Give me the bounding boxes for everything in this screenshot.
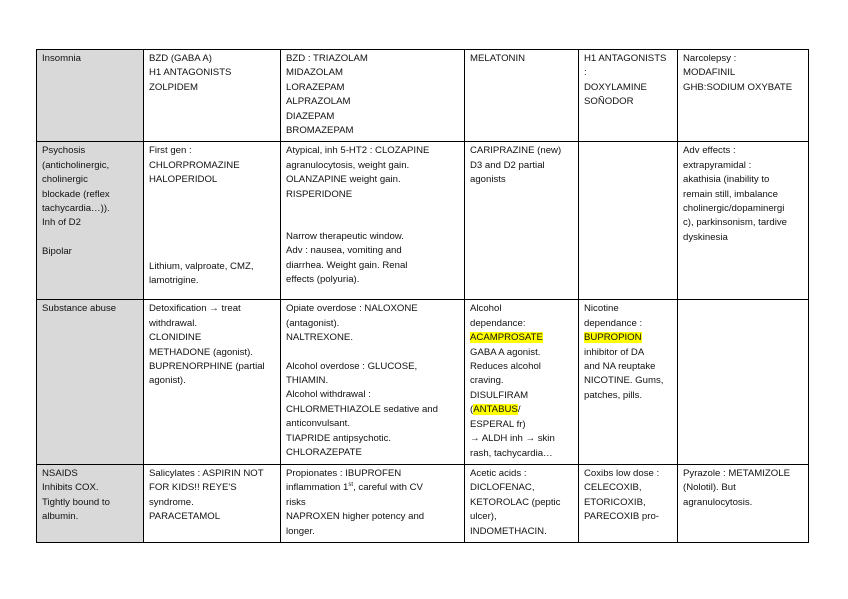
cell-text: BZD (GABA A) H1 ANTAGONISTS ZOLPIDEM <box>149 53 232 93</box>
cell-text: Atypical, inh 5-HT2 : CLOZAPINE agranulocytosis, weight gain. OLANZAPINE weight gain. RISPERIDONE <box>286 145 430 200</box>
table-row-nsaids <box>37 464 809 542</box>
cell-text: First gen : CHLORPROMAZINE HALOPERIDOL <box>149 145 240 186</box>
cell-text: Insomnia <box>42 53 81 64</box>
cell-text: H1 ANTAGONISTS : DOXYLAMINE SOÑODOR <box>584 53 667 108</box>
cell-text: GABA A agonist. Reduces alcohol craving. DISULFIRAM ( <box>470 346 541 416</box>
cell-text: Detoxification → treat withdrawal. CLONIDINE METHADONE (agonist). BUPRENORPHINE (partial agonist). <box>149 303 265 387</box>
row-header-substance-abuse <box>37 300 144 464</box>
table-cell <box>465 300 579 464</box>
table-cell <box>144 300 281 464</box>
cell-text: BZD : TRIAZOLAM MIDAZOLAM LORAZEPAM ALPRAZOLAM DIAZEPAM BROMAZEPAM <box>286 53 368 137</box>
cell-text: CARIPRAZINE (new) D3 and D2 partial agonists <box>470 145 562 186</box>
cell-text: Substance abuse <box>42 303 117 315</box>
cell-text: Acetic acids : DICLOFENAC, KETOROLAC (peptic ulcer), INDOMETHACIN. <box>470 467 561 537</box>
row-header-insomnia <box>37 50 144 142</box>
highlight-acamprosate: ACAMPROSATE <box>470 332 543 344</box>
table-cell <box>465 142 579 300</box>
table-cell <box>281 464 465 542</box>
row-header-psychosis <box>37 142 144 300</box>
table-cell <box>678 142 809 300</box>
cell-text: NSAIDS Inhibits COX. Tightly bound to albumin. <box>42 467 110 523</box>
row-header-nsaids <box>37 464 144 542</box>
highlight-antabus: ANTABUS <box>473 404 518 416</box>
cell-text: Pyrazole : METAMIZOLE (Nolotil). But agranulocytosis. <box>683 467 790 508</box>
table-cell <box>579 464 678 542</box>
cell-text: Alcohol overdose : GLUCOSE, THIAMIN. Alcohol withdrawal : CHLORMETHIAZOLE sedative and anticonvulsant. TIAPRIDE antipsychotic. CHLORAZEPATE <box>286 360 438 459</box>
cell-text: Opiate overdose : NALOXONE (antagonist). NALTREXONE. <box>286 303 418 344</box>
table-row-psychosis <box>37 142 809 300</box>
table-cell <box>281 50 465 142</box>
table-cell <box>281 142 465 300</box>
cell-text: Narcolepsy : MODAFINIL GHB:SODIUM OXYBATE <box>683 53 793 93</box>
cell-text: Nicotine dependance : <box>584 303 643 329</box>
cell-text: MELATONIN <box>470 53 526 64</box>
table-row-insomnia <box>37 50 809 142</box>
table-cell <box>579 300 678 464</box>
table-cell <box>579 50 678 142</box>
cell-text: inhibitor of DA and NA reuptake NICOTINE. Gums, patches, pills. <box>584 346 664 401</box>
cell-text: Propionates : IBUPROFEN inflammation 1 <box>286 467 402 494</box>
table-cell <box>144 464 281 542</box>
cell-text: Narrow therapeutic window. Adv : nausea, vomiting and diarrhea. Weight gain. Renal effects (polyuria). <box>286 231 408 286</box>
cell-text: Coxibs low dose : CELECOXIB, ETORICOXIB, PARECOXIB pro- <box>584 467 660 523</box>
cell-text: Adv effects : extrapyramidal : akathisia (inability to remain still, imbalance cholinergic/dopaminergi c), parkinsonism, tardive dyskinesia <box>683 145 787 243</box>
table-cell <box>678 464 809 542</box>
table-cell <box>678 300 809 464</box>
cell-text: Salicylates : ASPIRIN NOT FOR KIDS!! REYE'S syndrome. PARACETAMOL <box>149 467 264 523</box>
table-row-substance-abuse <box>37 300 809 464</box>
cell-text: / ESPERAL fr) → ALDH inh → skin rash, tachycardia… <box>470 404 555 459</box>
cell-text: , careful with CV risks NAPROXEN higher potency and longer. <box>286 482 425 537</box>
cell-text: Alcohol dependance: <box>470 303 526 329</box>
table-cell <box>678 50 809 142</box>
table-cell <box>144 142 281 300</box>
table-cell <box>144 50 281 142</box>
cell-text: Bipolar <box>42 245 72 257</box>
table-cell <box>579 142 678 300</box>
cell-text: Psychosis (anticholinergic, cholinergic blockade (reflex tachycardia…)). Inh of D2 <box>42 145 110 229</box>
cell-text: Lithium, valproate, CMZ, lamotrigine. <box>149 260 254 287</box>
drug-table <box>36 49 809 543</box>
highlight-bupropion: BUPROPION <box>584 332 642 344</box>
table-cell <box>465 50 579 142</box>
table-cell <box>465 464 579 542</box>
superscript: st <box>348 482 354 489</box>
table-cell <box>281 300 465 464</box>
